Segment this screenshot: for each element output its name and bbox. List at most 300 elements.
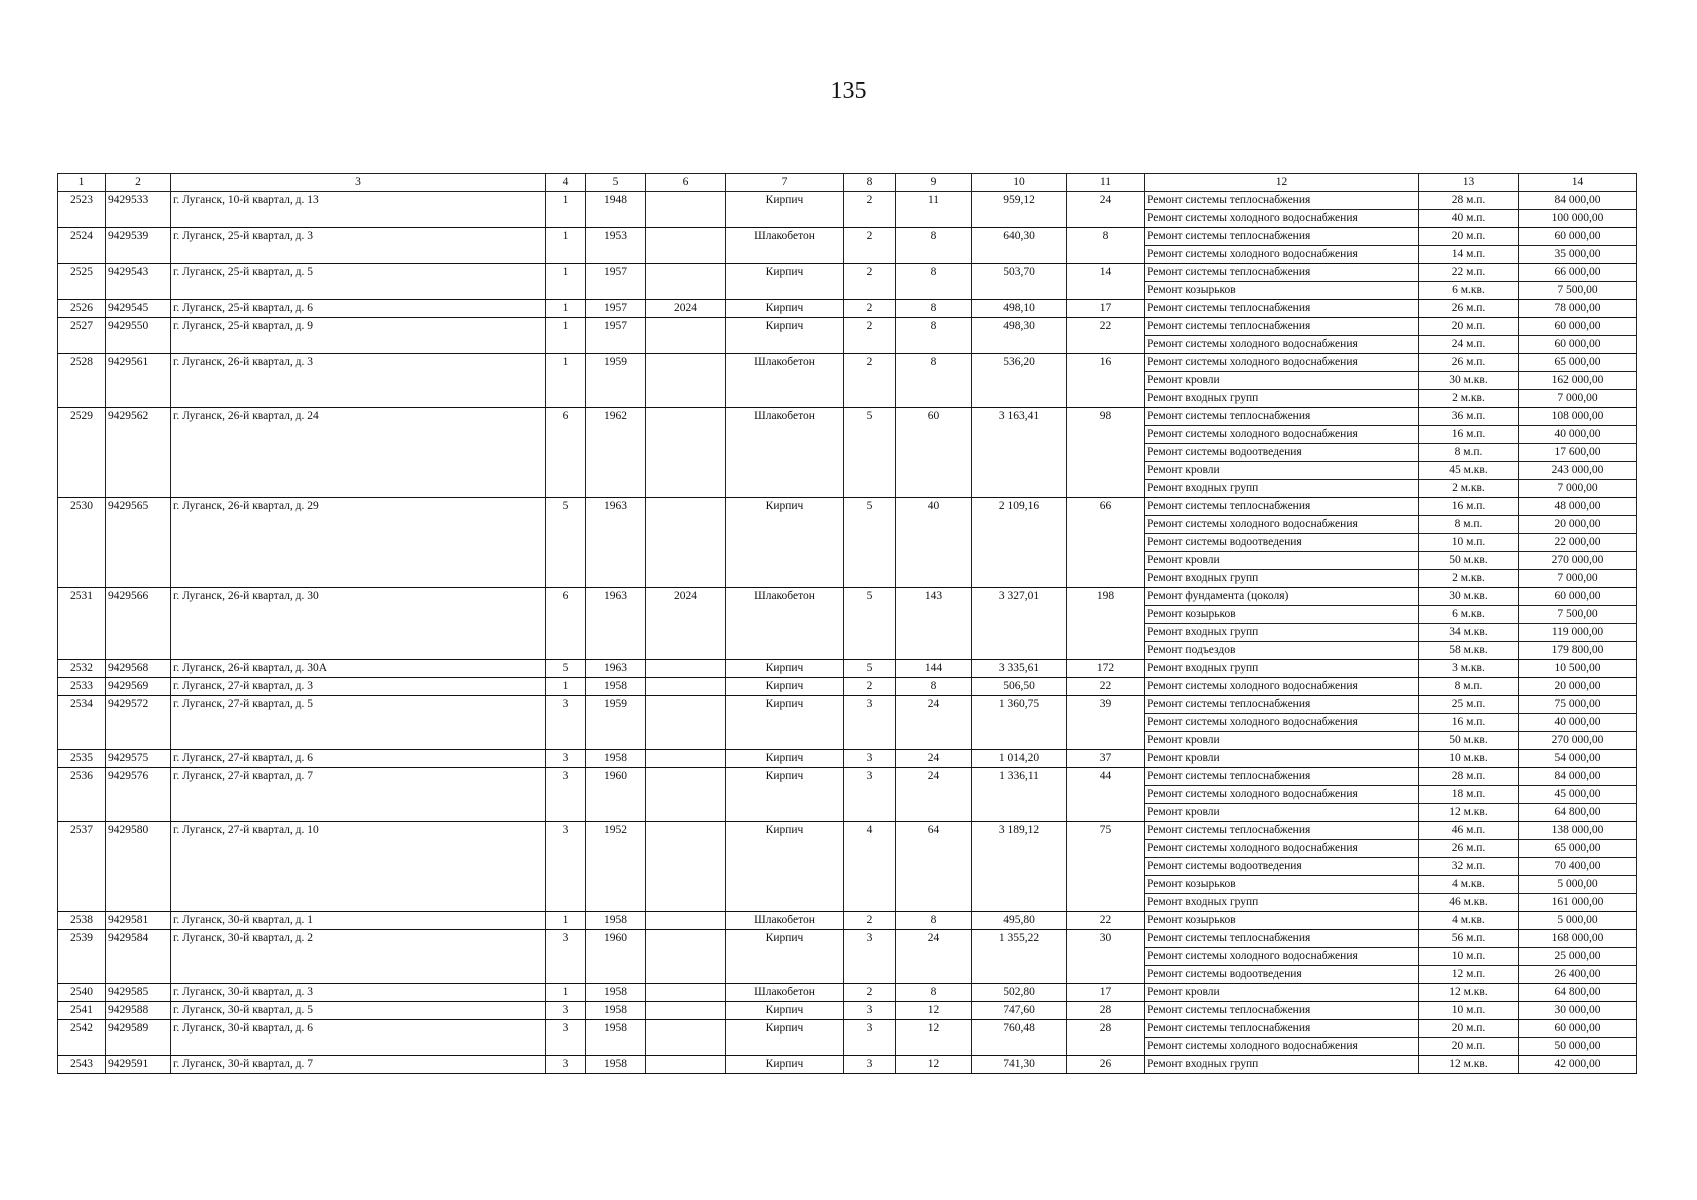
entrances-cell: 6 — [546, 408, 586, 498]
header-cell: 14 — [1519, 174, 1637, 192]
wall-material-cell: Кирпич — [726, 822, 844, 912]
page-number: 135 — [830, 78, 867, 104]
address-cell: г. Луганск, 25-й квартал, д. 6 — [171, 300, 546, 318]
table-row — [58, 768, 1637, 786]
apartments-cell: 64 — [896, 822, 972, 912]
work-cost-cell: 17 600,00 — [1519, 444, 1637, 462]
residents-cell: 17 — [1067, 300, 1145, 318]
work-type-cell: Ремонт козырьков — [1145, 876, 1419, 894]
row-number-cell: 2536 — [58, 768, 106, 822]
work-volume-cell: 56 м.п. — [1419, 930, 1519, 948]
apartments-cell: 24 — [896, 930, 972, 984]
work-type-cell: Ремонт кровли — [1145, 552, 1419, 570]
work-type-cell: Ремонт системы водоотведения — [1145, 966, 1419, 984]
residents-cell: 44 — [1067, 768, 1145, 822]
floors-cell: 3 — [844, 696, 896, 750]
table-row — [58, 696, 1637, 714]
work-cost-cell: 270 000,00 — [1519, 732, 1637, 750]
work-cost-cell: 35 000,00 — [1519, 246, 1637, 264]
entrances-cell: 3 — [546, 768, 586, 822]
work-volume-cell: 46 м.п. — [1419, 822, 1519, 840]
table-row — [58, 300, 1637, 318]
residents-cell: 22 — [1067, 678, 1145, 696]
address-cell: г. Луганск, 25-й квартал, д. 3 — [171, 228, 546, 264]
entrances-cell: 1 — [546, 912, 586, 930]
year-cell — [646, 354, 726, 408]
address-cell: г. Луганск, 30-й квартал, д. 3 — [171, 984, 546, 1002]
wall-material-cell: Кирпич — [726, 750, 844, 768]
work-cost-cell: 26 400,00 — [1519, 966, 1637, 984]
header-cell: 11 — [1067, 174, 1145, 192]
address-cell: г. Луганск, 26-й квартал, д. 29 — [171, 498, 546, 588]
residents-cell: 30 — [1067, 930, 1145, 984]
wall-material-cell: Кирпич — [726, 768, 844, 822]
building-code-cell: 9429580 — [106, 822, 171, 912]
table-header — [58, 174, 1637, 192]
work-cost-cell: 65 000,00 — [1519, 354, 1637, 372]
work-type-cell: Ремонт системы холодного водоснабжения — [1145, 426, 1419, 444]
wall-material-cell: Кирпич — [726, 192, 844, 228]
wall-material-cell: Кирпич — [726, 930, 844, 984]
building-code-cell: 9429581 — [106, 912, 171, 930]
work-cost-cell: 60 000,00 — [1519, 588, 1637, 606]
floors-cell: 3 — [844, 768, 896, 822]
table-row — [58, 984, 1637, 1002]
address-cell: г. Луганск, 27-й квартал, д. 7 — [171, 768, 546, 822]
building-group — [58, 678, 1637, 696]
area-cell: 3 189,12 — [972, 822, 1067, 912]
work-volume-cell: 4 м.кв. — [1419, 876, 1519, 894]
header-cell: 8 — [844, 174, 896, 192]
residents-cell: 24 — [1067, 192, 1145, 228]
work-type-cell: Ремонт кровли — [1145, 984, 1419, 1002]
table-row — [58, 912, 1637, 930]
work-volume-cell: 12 м.п. — [1419, 966, 1519, 984]
residents-cell: 172 — [1067, 660, 1145, 678]
entrances-cell: 5 — [546, 498, 586, 588]
work-volume-cell: 4 м.кв. — [1419, 912, 1519, 930]
work-type-cell: Ремонт входных групп — [1145, 624, 1419, 642]
work-cost-cell: 100 000,00 — [1519, 210, 1637, 228]
row-number-cell: 2539 — [58, 930, 106, 984]
table-row — [58, 678, 1637, 696]
header-cell: 12 — [1145, 174, 1419, 192]
floors-cell: 5 — [844, 498, 896, 588]
table-row — [58, 192, 1637, 210]
wall-material-cell: Кирпич — [726, 1002, 844, 1020]
building-code-cell: 9429569 — [106, 678, 171, 696]
work-volume-cell: 36 м.п. — [1419, 408, 1519, 426]
wall-material-cell: Кирпич — [726, 678, 844, 696]
address-cell: г. Луганск, 30-й квартал, д. 2 — [171, 930, 546, 984]
entrances-cell: 1 — [546, 354, 586, 408]
work-volume-cell: 26 м.п. — [1419, 300, 1519, 318]
entrances-cell: 1 — [546, 300, 586, 318]
residents-cell: 16 — [1067, 354, 1145, 408]
year-built-cell: 1960 — [586, 768, 646, 822]
work-volume-cell: 10 м.п. — [1419, 534, 1519, 552]
work-type-cell: Ремонт фундамента (цоколя) — [1145, 588, 1419, 606]
year-cell — [646, 984, 726, 1002]
table-row — [58, 930, 1637, 948]
work-type-cell: Ремонт подъездов — [1145, 642, 1419, 660]
entrances-cell: 3 — [546, 750, 586, 768]
entrances-cell: 3 — [546, 822, 586, 912]
work-type-cell: Ремонт входных групп — [1145, 570, 1419, 588]
work-volume-cell: 3 м.кв. — [1419, 660, 1519, 678]
wall-material-cell: Кирпич — [726, 498, 844, 588]
area-cell: 506,50 — [972, 678, 1067, 696]
work-volume-cell: 24 м.п. — [1419, 336, 1519, 354]
apartments-cell: 8 — [896, 912, 972, 930]
building-code-cell: 9429533 — [106, 192, 171, 228]
year-cell — [646, 408, 726, 498]
year-built-cell: 1959 — [586, 696, 646, 750]
area-cell: 3 327,01 — [972, 588, 1067, 660]
row-number-cell: 2541 — [58, 1002, 106, 1020]
work-volume-cell: 45 м.кв. — [1419, 462, 1519, 480]
entrances-cell: 3 — [546, 696, 586, 750]
area-cell: 1 360,75 — [972, 696, 1067, 750]
entrances-cell: 6 — [546, 588, 586, 660]
work-cost-cell: 22 000,00 — [1519, 534, 1637, 552]
floors-cell: 5 — [844, 408, 896, 498]
work-volume-cell: 46 м.кв. — [1419, 894, 1519, 912]
work-cost-cell: 42 000,00 — [1519, 1056, 1637, 1074]
area-cell: 741,30 — [972, 1056, 1067, 1074]
work-type-cell: Ремонт системы теплоснабжения — [1145, 498, 1419, 516]
table-row — [58, 228, 1637, 246]
work-cost-cell: 60 000,00 — [1519, 336, 1637, 354]
year-cell — [646, 1002, 726, 1020]
wall-material-cell: Кирпич — [726, 696, 844, 750]
residents-cell: 198 — [1067, 588, 1145, 660]
apartments-cell: 8 — [896, 354, 972, 408]
row-number-cell: 2527 — [58, 318, 106, 354]
work-volume-cell: 12 м.кв. — [1419, 984, 1519, 1002]
work-type-cell: Ремонт системы холодного водоснабжения — [1145, 678, 1419, 696]
work-type-cell: Ремонт системы холодного водоснабжения — [1145, 336, 1419, 354]
area-cell: 498,30 — [972, 318, 1067, 354]
work-type-cell: Ремонт системы холодного водоснабжения — [1145, 354, 1419, 372]
work-cost-cell: 84 000,00 — [1519, 192, 1637, 210]
work-cost-cell: 108 000,00 — [1519, 408, 1637, 426]
work-cost-cell: 70 400,00 — [1519, 858, 1637, 876]
building-group — [58, 498, 1637, 588]
year-built-cell: 1948 — [586, 192, 646, 228]
address-cell: г. Луганск, 25-й квартал, д. 5 — [171, 264, 546, 300]
residents-cell: 39 — [1067, 696, 1145, 750]
work-type-cell: Ремонт козырьков — [1145, 606, 1419, 624]
table-row — [58, 822, 1637, 840]
work-cost-cell: 40 000,00 — [1519, 714, 1637, 732]
work-volume-cell: 16 м.п. — [1419, 714, 1519, 732]
work-volume-cell: 50 м.кв. — [1419, 552, 1519, 570]
work-type-cell: Ремонт системы холодного водоснабжения — [1145, 840, 1419, 858]
work-cost-cell: 84 000,00 — [1519, 768, 1637, 786]
area-cell: 2 109,16 — [972, 498, 1067, 588]
work-type-cell: Ремонт козырьков — [1145, 912, 1419, 930]
area-cell: 760,48 — [972, 1020, 1067, 1056]
work-type-cell: Ремонт кровли — [1145, 750, 1419, 768]
area-cell: 536,20 — [972, 354, 1067, 408]
work-volume-cell: 6 м.кв. — [1419, 606, 1519, 624]
work-cost-cell: 5 000,00 — [1519, 912, 1637, 930]
table-row — [58, 408, 1637, 426]
entrances-cell: 1 — [546, 318, 586, 354]
building-group — [58, 354, 1637, 408]
wall-material-cell: Кирпич — [726, 300, 844, 318]
year-cell — [646, 192, 726, 228]
apartments-cell: 144 — [896, 660, 972, 678]
year-cell — [646, 822, 726, 912]
year-cell — [646, 264, 726, 300]
work-cost-cell: 270 000,00 — [1519, 552, 1637, 570]
work-type-cell: Ремонт системы холодного водоснабжения — [1145, 714, 1419, 732]
wall-material-cell: Шлакобетон — [726, 588, 844, 660]
work-type-cell: Ремонт системы теплоснабжения — [1145, 318, 1419, 336]
apartments-cell: 8 — [896, 318, 972, 354]
wall-material-cell: Кирпич — [726, 1056, 844, 1074]
row-number-cell: 2524 — [58, 228, 106, 264]
work-cost-cell: 60 000,00 — [1519, 1020, 1637, 1038]
floors-cell: 3 — [844, 1020, 896, 1056]
wall-material-cell: Кирпич — [726, 264, 844, 300]
floors-cell: 2 — [844, 228, 896, 264]
work-volume-cell: 10 м.кв. — [1419, 750, 1519, 768]
row-number-cell: 2538 — [58, 912, 106, 930]
year-built-cell: 1957 — [586, 264, 646, 300]
work-volume-cell: 16 м.п. — [1419, 426, 1519, 444]
work-type-cell: Ремонт системы теплоснабжения — [1145, 1002, 1419, 1020]
building-code-cell: 9429585 — [106, 984, 171, 1002]
work-volume-cell: 26 м.п. — [1419, 840, 1519, 858]
row-number-cell: 2528 — [58, 354, 106, 408]
work-cost-cell: 40 000,00 — [1519, 426, 1637, 444]
work-volume-cell: 50 м.кв. — [1419, 732, 1519, 750]
building-code-cell: 9429572 — [106, 696, 171, 750]
table-row — [58, 1020, 1637, 1038]
floors-cell: 2 — [844, 984, 896, 1002]
year-cell — [646, 696, 726, 750]
work-type-cell: Ремонт системы холодного водоснабжения — [1145, 246, 1419, 264]
work-type-cell: Ремонт системы водоотведения — [1145, 444, 1419, 462]
header-cell: 1 — [58, 174, 106, 192]
work-volume-cell: 28 м.п. — [1419, 192, 1519, 210]
address-cell: г. Луганск, 26-й квартал, д. 30 — [171, 588, 546, 660]
building-group — [58, 696, 1637, 750]
work-cost-cell: 60 000,00 — [1519, 318, 1637, 336]
building-code-cell: 9429543 — [106, 264, 171, 300]
work-volume-cell: 20 м.п. — [1419, 228, 1519, 246]
building-code-cell: 9429568 — [106, 660, 171, 678]
entrances-cell: 3 — [546, 1002, 586, 1020]
area-cell: 1 355,22 — [972, 930, 1067, 984]
work-type-cell: Ремонт входных групп — [1145, 660, 1419, 678]
work-cost-cell: 54 000,00 — [1519, 750, 1637, 768]
address-cell: г. Луганск, 27-й квартал, д. 3 — [171, 678, 546, 696]
work-volume-cell: 8 м.п. — [1419, 516, 1519, 534]
row-number-cell: 2525 — [58, 264, 106, 300]
floors-cell: 5 — [844, 660, 896, 678]
building-group — [58, 822, 1637, 912]
work-volume-cell: 20 м.п. — [1419, 318, 1519, 336]
building-code-cell: 9429589 — [106, 1020, 171, 1056]
work-volume-cell: 6 м.кв. — [1419, 282, 1519, 300]
residents-cell: 28 — [1067, 1002, 1145, 1020]
building-group — [58, 1020, 1637, 1056]
header-cell: 5 — [586, 174, 646, 192]
building-code-cell: 9429561 — [106, 354, 171, 408]
work-volume-cell: 26 м.п. — [1419, 354, 1519, 372]
building-code-cell: 9429545 — [106, 300, 171, 318]
work-cost-cell: 50 000,00 — [1519, 1038, 1637, 1056]
area-cell: 1 336,11 — [972, 768, 1067, 822]
table-row — [58, 498, 1637, 516]
year-built-cell: 1960 — [586, 930, 646, 984]
year-cell — [646, 660, 726, 678]
building-group — [58, 264, 1637, 300]
residents-cell: 37 — [1067, 750, 1145, 768]
row-number-cell: 2526 — [58, 300, 106, 318]
apartments-cell: 8 — [896, 300, 972, 318]
floors-cell: 3 — [844, 750, 896, 768]
header-cell: 2 — [106, 174, 171, 192]
residents-cell: 14 — [1067, 264, 1145, 300]
apartments-cell: 11 — [896, 192, 972, 228]
wall-material-cell: Кирпич — [726, 660, 844, 678]
year-built-cell: 1953 — [586, 228, 646, 264]
work-cost-cell: 20 000,00 — [1519, 516, 1637, 534]
wall-material-cell: Кирпич — [726, 1020, 844, 1056]
entrances-cell: 1 — [546, 192, 586, 228]
area-cell: 495,80 — [972, 912, 1067, 930]
year-cell — [646, 768, 726, 822]
work-volume-cell: 18 м.п. — [1419, 786, 1519, 804]
floors-cell: 2 — [844, 264, 896, 300]
wall-material-cell: Шлакобетон — [726, 228, 844, 264]
work-cost-cell: 119 000,00 — [1519, 624, 1637, 642]
work-type-cell: Ремонт системы холодного водоснабжения — [1145, 786, 1419, 804]
apartments-cell: 12 — [896, 1020, 972, 1056]
work-cost-cell: 7 500,00 — [1519, 606, 1637, 624]
work-volume-cell: 14 м.п. — [1419, 246, 1519, 264]
address-cell: г. Луганск, 25-й квартал, д. 9 — [171, 318, 546, 354]
table-row — [58, 318, 1637, 336]
year-cell — [646, 318, 726, 354]
work-cost-cell: 10 500,00 — [1519, 660, 1637, 678]
residents-cell: 22 — [1067, 318, 1145, 354]
row-number-cell: 2523 — [58, 192, 106, 228]
entrances-cell: 1 — [546, 678, 586, 696]
work-volume-cell: 25 м.п. — [1419, 696, 1519, 714]
work-type-cell: Ремонт кровли — [1145, 372, 1419, 390]
table-row — [58, 354, 1637, 372]
work-cost-cell: 138 000,00 — [1519, 822, 1637, 840]
work-type-cell: Ремонт системы теплоснабжения — [1145, 822, 1419, 840]
work-type-cell: Ремонт кровли — [1145, 462, 1419, 480]
work-cost-cell: 162 000,00 — [1519, 372, 1637, 390]
work-volume-cell: 28 м.п. — [1419, 768, 1519, 786]
apartments-cell: 8 — [896, 984, 972, 1002]
apartments-cell: 8 — [896, 678, 972, 696]
floors-cell: 4 — [844, 822, 896, 912]
work-cost-cell: 75 000,00 — [1519, 696, 1637, 714]
work-volume-cell: 30 м.кв. — [1419, 372, 1519, 390]
floors-cell: 2 — [844, 354, 896, 408]
residents-cell: 17 — [1067, 984, 1145, 1002]
year-built-cell: 1963 — [586, 588, 646, 660]
year-cell — [646, 912, 726, 930]
work-cost-cell: 20 000,00 — [1519, 678, 1637, 696]
building-group — [58, 912, 1637, 930]
year-built-cell: 1957 — [586, 318, 646, 354]
year-built-cell: 1958 — [586, 1002, 646, 1020]
wall-material-cell: Шлакобетон — [726, 354, 844, 408]
year-cell — [646, 1056, 726, 1074]
work-type-cell: Ремонт системы холодного водоснабжения — [1145, 1038, 1419, 1056]
work-type-cell: Ремонт системы холодного водоснабжения — [1145, 948, 1419, 966]
building-group — [58, 1002, 1637, 1020]
entrances-cell: 3 — [546, 1020, 586, 1056]
work-volume-cell: 20 м.п. — [1419, 1038, 1519, 1056]
year-built-cell: 1958 — [586, 750, 646, 768]
area-cell: 959,12 — [972, 192, 1067, 228]
building-code-cell: 9429588 — [106, 1002, 171, 1020]
apartments-cell: 8 — [896, 264, 972, 300]
year-built-cell: 1958 — [586, 984, 646, 1002]
floors-cell: 3 — [844, 930, 896, 984]
table-row — [58, 1056, 1637, 1074]
work-type-cell: Ремонт козырьков — [1145, 282, 1419, 300]
building-code-cell: 9429584 — [106, 930, 171, 984]
header-row — [58, 174, 1637, 192]
floors-cell: 2 — [844, 678, 896, 696]
table-row — [58, 1002, 1637, 1020]
work-cost-cell: 7 000,00 — [1519, 570, 1637, 588]
work-cost-cell: 25 000,00 — [1519, 948, 1637, 966]
floors-cell: 2 — [844, 912, 896, 930]
work-volume-cell: 58 м.кв. — [1419, 642, 1519, 660]
area-cell: 3 335,61 — [972, 660, 1067, 678]
year-built-cell: 1952 — [586, 822, 646, 912]
building-code-cell: 9429591 — [106, 1056, 171, 1074]
table-row — [58, 750, 1637, 768]
work-type-cell: Ремонт входных групп — [1145, 390, 1419, 408]
year-cell: 2024 — [646, 588, 726, 660]
work-type-cell: Ремонт системы водоотведения — [1145, 858, 1419, 876]
residents-cell: 22 — [1067, 912, 1145, 930]
building-code-cell: 9429565 — [106, 498, 171, 588]
row-number-cell: 2542 — [58, 1020, 106, 1056]
building-group — [58, 228, 1637, 264]
address-cell: г. Луганск, 30-й квартал, д. 7 — [171, 1056, 546, 1074]
apartments-cell: 12 — [896, 1002, 972, 1020]
row-number-cell: 2534 — [58, 696, 106, 750]
work-cost-cell: 65 000,00 — [1519, 840, 1637, 858]
apartments-cell: 60 — [896, 408, 972, 498]
header-cell: 13 — [1419, 174, 1519, 192]
row-number-cell: 2531 — [58, 588, 106, 660]
year-built-cell: 1963 — [586, 498, 646, 588]
work-cost-cell: 243 000,00 — [1519, 462, 1637, 480]
work-type-cell: Ремонт кровли — [1145, 732, 1419, 750]
apartments-cell: 143 — [896, 588, 972, 660]
work-volume-cell: 34 м.кв. — [1419, 624, 1519, 642]
year-cell — [646, 930, 726, 984]
year-built-cell: 1957 — [586, 300, 646, 318]
work-volume-cell: 40 м.п. — [1419, 210, 1519, 228]
